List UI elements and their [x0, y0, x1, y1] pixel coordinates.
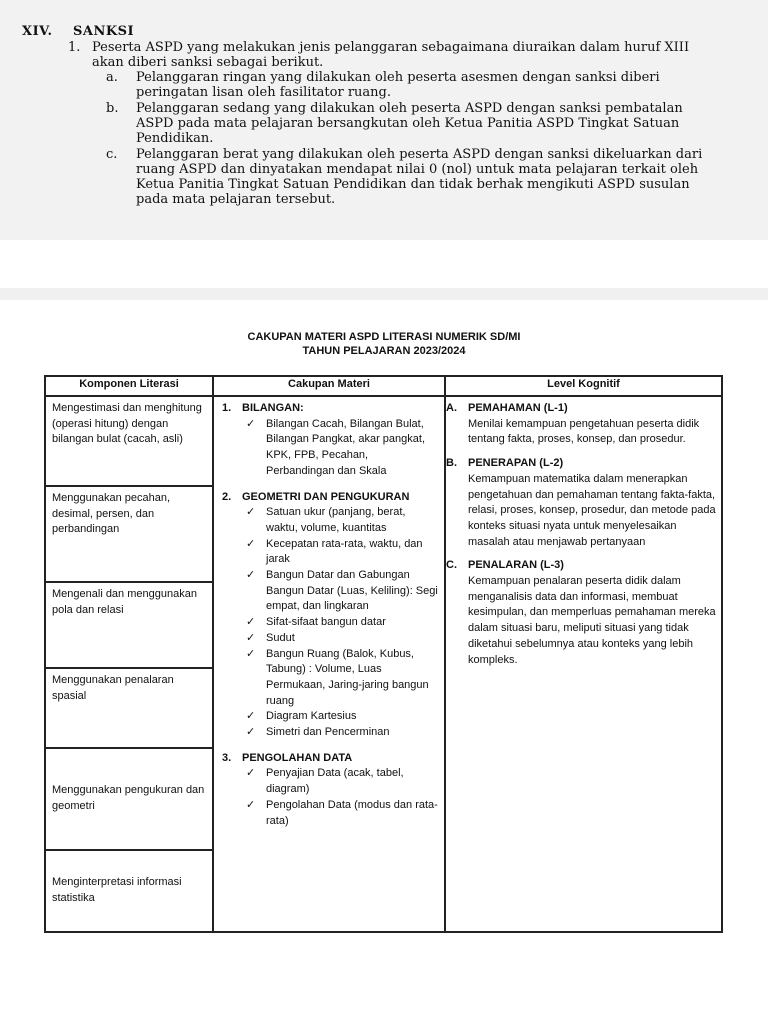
- cakupan-table: [44, 375, 723, 933]
- list-item: [220, 615, 438, 631]
- materi-group-bilangan: [220, 401, 438, 417]
- list-item: [220, 798, 438, 829]
- list-item: [220, 568, 438, 615]
- check-icon: ✓: [246, 631, 256, 644]
- sanksi-subitem-b: [22, 101, 722, 146]
- group-title: BILANGAN:: [242, 402, 304, 414]
- header-komponen: Komponen Literasi: [45, 376, 213, 396]
- sanksi-subitem-c: [22, 147, 722, 207]
- list-item-text: Bangun Datar dan Gabungan Bangun Datar (Luas, Keliling): Segi empat, dan lingkaran: [266, 569, 438, 613]
- sanksi-section: [22, 24, 722, 207]
- cakupan-page: [0, 330, 768, 904]
- list-item: [220, 725, 438, 741]
- document-title: [0, 330, 768, 358]
- check-icon: ✓: [246, 726, 256, 739]
- check-icon: ✓: [246, 537, 256, 550]
- komponen-cell: [45, 850, 213, 932]
- header-cakupan: Cakupan Materi: [213, 376, 445, 396]
- subitem-marker: b.: [106, 101, 119, 116]
- check-icon: ✓: [246, 767, 256, 780]
- subitem-text: Pelanggaran berat yang dilakukan oleh peserta ASPD dengan sanksi dikeluarkan dari ruang ASPD dan dinyatakan mendapat nilai 0 (nol) untuk mata pelajaran terkait oleh Ketua Panitia Tingkat Satuan Pendidikan dan tidak berhak mengikuti ASPD susulan pada mata pelajaran tersebut.: [136, 147, 703, 207]
- check-icon: ✓: [246, 616, 256, 629]
- level-description: Menilai kemampuan pengetahuan peserta didik tentang fakta, proses, konsep, dan prosedur.: [468, 417, 700, 446]
- komponen-cell: [45, 748, 213, 850]
- table-row: [45, 396, 722, 486]
- komponen-cell: Mengestimasi dan menghitung (operasi hitung) dengan bilangan bulat (cacah, asli): [45, 396, 213, 486]
- group-number: 2.: [222, 490, 232, 503]
- list-item-text: Bangun Ruang (Balok, Kubus, Tabung) : Volume, Luas Permukaan, Jaring-jaring bangun ruang: [266, 647, 429, 707]
- level-description: Kemampuan penalaran peserta didik dalam menganalisis data dan informasi, membuat kesimpulan, dan memperluas pemahaman mereka dalam situasi baru, meliputi situasi yang tidak diketahui sebelumnya atau konteks yang lebih kompleks.: [468, 575, 716, 666]
- subitem-text: Pelanggaran sedang yang dilakukan oleh peserta ASPD dengan sanksi pembatalan ASPD pada mata pelajaran bersangkutan oleh Ketua Panitia ASPD Tingkat Satuan Pendidikan.: [136, 101, 683, 146]
- list-item-text: Sudut: [266, 631, 295, 644]
- section-number: XIV.: [22, 24, 53, 39]
- group-number: 3.: [222, 751, 232, 764]
- table-header-row: [45, 376, 722, 396]
- komponen-cell: Mengenali dan menggunakan pola dan relasi: [45, 582, 213, 668]
- level-marker: C.: [446, 559, 457, 572]
- komponen-cell: [45, 668, 213, 748]
- group-title: PENGOLAHAN DATA: [242, 751, 353, 764]
- level-title: PENERAPAN (L-2): [468, 457, 564, 470]
- section-title: SANKSI: [73, 24, 135, 39]
- list-item-text: Diagram Kartesius: [266, 710, 357, 723]
- list-item-text: Sifat-sifaat bangun datar: [266, 616, 386, 629]
- check-icon: ✓: [246, 506, 256, 519]
- list-item-text: Penyajian Data (acak, tabel, diagram): [266, 767, 404, 796]
- list-item-text: Satuan ukur (panjang, berat, waktu, volume, kuantitas: [266, 506, 406, 534]
- materi-group-geometri: [220, 490, 438, 506]
- check-icon: ✓: [246, 647, 256, 660]
- list-item-text: Kecepatan rata-rata, waktu, dan jarak: [266, 537, 423, 566]
- list-item: [220, 417, 438, 480]
- list-item: [220, 709, 438, 725]
- level-item-pemahaman: [446, 401, 717, 448]
- list-item: [220, 537, 438, 568]
- komponen-text: Menginterpretasi informasi statistika: [52, 876, 182, 904]
- komponen-cell: Menggunakan pecahan, desimal, persen, dan perbandingan: [45, 486, 213, 582]
- komponen-text: Menggunakan penalaran spasial: [52, 674, 174, 702]
- sanksi-subitem-a: [22, 70, 722, 100]
- check-icon: ✓: [246, 710, 256, 723]
- check-icon: ✓: [246, 569, 256, 582]
- group-title: GEOMETRI DAN PENGUKURAN: [242, 490, 410, 503]
- section-heading: [22, 24, 722, 39]
- list-item-text: Bilangan Cacah, Bilangan Bulat, Bilangan Pangkat, akar pangkat, KPK, FPB, Pecahan, Perbandingan dan Skala: [266, 417, 426, 477]
- list-item: [220, 766, 438, 797]
- subitem-marker: c.: [106, 147, 118, 162]
- level-title: PEMAHAMAN (L-1): [468, 402, 568, 414]
- materi-cell: [213, 396, 445, 932]
- materi-group-pengolahan-data: [220, 751, 438, 767]
- level-item-penerapan: [446, 456, 717, 550]
- level-item-penalaran: [446, 558, 717, 668]
- level-marker: B.: [446, 457, 457, 470]
- level-title: PENALARAN (L-3): [468, 559, 564, 572]
- list-item: [220, 631, 438, 647]
- check-icon: ✓: [246, 417, 256, 430]
- item-text: Peserta ASPD yang melakukan jenis pelanggaran sebagaimana diuraikan dalam huruf XIII akan diberi sanksi sebagai berikut.: [92, 40, 690, 70]
- check-icon: ✓: [246, 798, 256, 811]
- list-item-text: Simetri dan Pencerminan: [266, 726, 390, 739]
- sanksi-item-1: [22, 40, 722, 70]
- page-divider: [0, 288, 768, 300]
- list-item: [220, 505, 438, 536]
- subitem-marker: a.: [106, 70, 118, 85]
- list-item-text: Pengolahan Data (modus dan rata-rata): [266, 798, 438, 827]
- level-cell: [445, 396, 722, 932]
- subitem-text: Pelanggaran ringan yang dilakukan oleh peserta asesmen dengan sanksi diberi peringatan lisan oleh fasilitator ruang.: [136, 70, 660, 100]
- komponen-text: Menggunakan pengukuran dan geometri: [52, 784, 205, 812]
- title-line-2: TAHUN PELAJARAN 2023/2024: [302, 345, 466, 357]
- list-item: [220, 647, 438, 710]
- group-number: 1.: [222, 402, 232, 414]
- title-line-1: CAKUPAN MATERI ASPD LITERASI NUMERIK SD/MI: [247, 331, 521, 343]
- header-level: Level Kognitif: [445, 376, 722, 396]
- level-description: Kemampuan matematika dalam menerapkan pengetahuan dan pemahaman tentang fakta-fakta, relasi, proses, konsep, prosedur, dan metode pada konteks situasi nyata untuk menyelesaikan masalah atau menjawab pertanyaan: [468, 472, 716, 548]
- item-marker: 1.: [68, 40, 81, 55]
- level-marker: A.: [446, 402, 457, 414]
